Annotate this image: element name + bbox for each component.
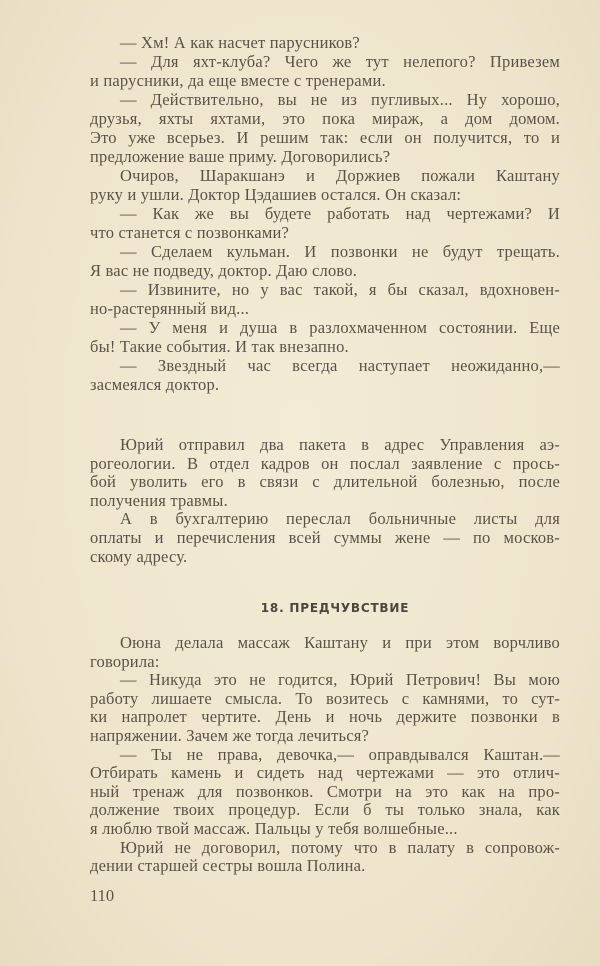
text-line: руку и ушли. Доктор Цэдашиев остался. Он сказал: bbox=[90, 185, 462, 204]
text-line: дении старшей сестры вошла Полина. bbox=[90, 856, 366, 875]
text-line: говорила: bbox=[90, 652, 160, 671]
text-line: — Ты не права, девочка,— оправдывался Каштан.— bbox=[120, 745, 560, 764]
text-line: Оюна делала массаж Каштану и при этом ворчливо bbox=[120, 633, 560, 652]
text-line: засмеялся доктор. bbox=[90, 375, 220, 394]
text-line: — Сделаем кульман. И позвонки не будут трещать. bbox=[120, 242, 560, 261]
text-line: А в бухгалтерию переслал больничные листы для bbox=[120, 509, 560, 528]
text-line: бой уволить его в связи с длительной болезнью, после bbox=[90, 472, 560, 491]
page-number: 110 bbox=[90, 886, 115, 905]
text-line: Это уже всерьез. И решим так: если он получится, то и bbox=[90, 128, 560, 147]
text-line: — Как же вы будете работать над чертежами? И bbox=[120, 204, 560, 223]
text-line: — Никуда это не годится, Юрий Петрович! Вы мою bbox=[120, 670, 560, 689]
text-line: должение твоих процедур. Если б ты только знала, как bbox=[90, 800, 560, 819]
text-line: работу лишаете смысла. То возитесь с камнями, то сут- bbox=[90, 689, 560, 708]
text-line: Отбирать камень и сидеть над чертежами — это отлич- bbox=[90, 763, 560, 782]
text-line: Юрий не договорил, потому что в палату в сопровож- bbox=[120, 838, 560, 857]
text-line: но-растерянный вид... bbox=[90, 299, 250, 318]
text-line: рогеологии. В отдел кадров он послал заявление с прось- bbox=[90, 454, 560, 473]
text-line: бы! Такие события. И так внезапно. bbox=[90, 337, 349, 356]
text-line: — Хм! А как насчет парусников? bbox=[120, 33, 360, 52]
text-line: скому адресу. bbox=[90, 547, 188, 566]
text-line: что станется с позвонками? bbox=[90, 223, 290, 242]
text-line: я люблю твой массаж. Пальцы у тебя волшебные... bbox=[90, 819, 458, 838]
text-line: напряжении. Зачем же тогда лечиться? bbox=[90, 726, 370, 745]
text-line: — Действительно, вы не из пугливых... Ну хорошо, bbox=[120, 90, 560, 109]
text-line: Очиров, Шаракшанэ и Доржиев пожали Каштану bbox=[120, 166, 560, 185]
text-line: предложение ваше приму. Договорились? bbox=[90, 147, 391, 166]
text-line: оплаты и перечисления всей суммы жене — по москов- bbox=[90, 528, 560, 547]
text-line: — Звездный час всегда наступает неожиданно,— bbox=[120, 356, 560, 375]
text-line: получения травмы. bbox=[90, 491, 228, 510]
text-line: — Для яхт-клуба? Чего же тут нелепого? Привезем bbox=[120, 52, 560, 71]
text-line: ный тренаж для позвонков. Смотри на это как на про- bbox=[90, 782, 560, 801]
text-line: и парусники, да еще вместе с тренерами. bbox=[90, 71, 386, 90]
text-line: ки напролет чертите. День и ночь держите позвонки в bbox=[90, 707, 560, 726]
chapter-heading: 18. ПРЕДЧУВСТВИЕ bbox=[260, 601, 410, 615]
text-line: — У меня и душа в разлохмаченном состоянии. Еще bbox=[120, 318, 560, 337]
text-line: друзья, яхты яхтами, это пока мираж, а дом домом. bbox=[90, 109, 560, 128]
text-line: — Извините, но у вас такой, я бы сказал, вдохновен- bbox=[120, 280, 560, 299]
text-line: Юрий отправил два пакета в адрес Управления аэ- bbox=[120, 435, 560, 454]
text-line: Я вас не подведу, доктор. Даю слово. bbox=[90, 261, 358, 280]
